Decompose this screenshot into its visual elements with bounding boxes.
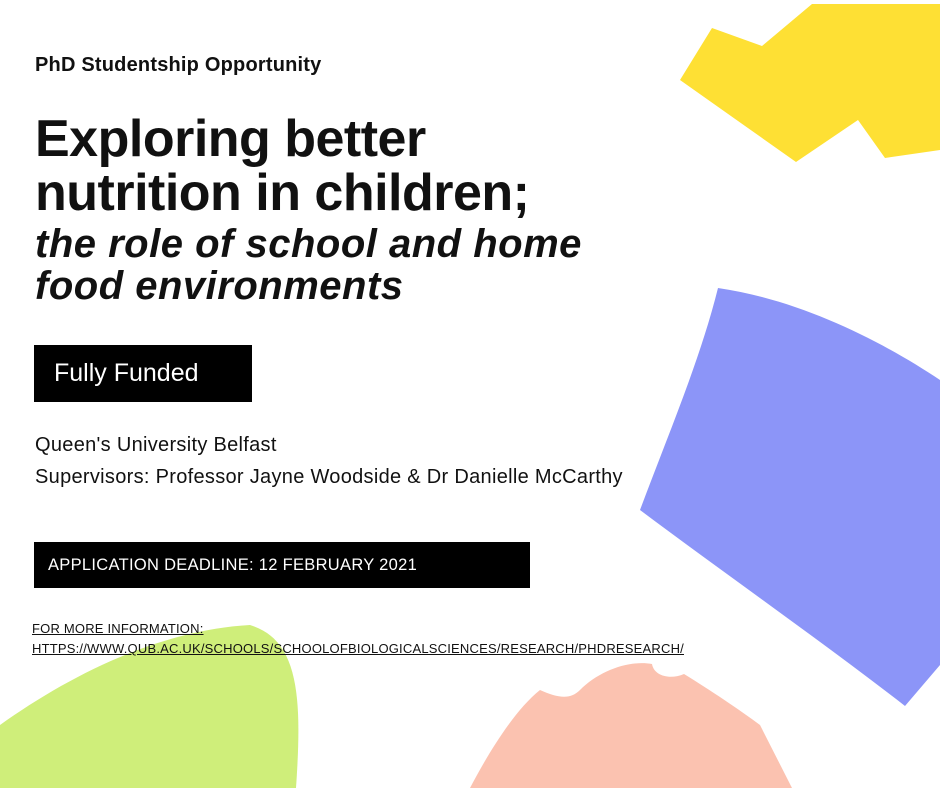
subheadline [35,223,735,307]
deadline-banner: APPLICATION DEADLINE: 12 FEBRUARY 2021 [34,542,530,588]
headline [35,112,735,220]
more-info-link[interactable]: HTTPS://WWW.QUB.AC.UK/SCHOOLS/SCHOOLOFBIOLOGICALSCIENCES/RESEARCH/PHDRESEARCH/ [32,641,684,656]
university-name: Queen's University Belfast [35,434,277,456]
subheadline-line-2: food environments [35,264,404,308]
funding-badge: Fully Funded [34,345,252,402]
eyebrow-text: PhD Studentship Opportunity [35,54,322,76]
subheadline-line-1: the role of school and home [35,222,582,266]
headline-line-2: nutrition in children; [35,164,530,222]
headline-line-1: Exploring better [35,110,426,168]
more-info-label: FOR MORE INFORMATION: [32,621,204,636]
supervisors-text: Supervisors: Professor Jayne Woodside & Dr Danielle McCarthy [35,466,623,488]
